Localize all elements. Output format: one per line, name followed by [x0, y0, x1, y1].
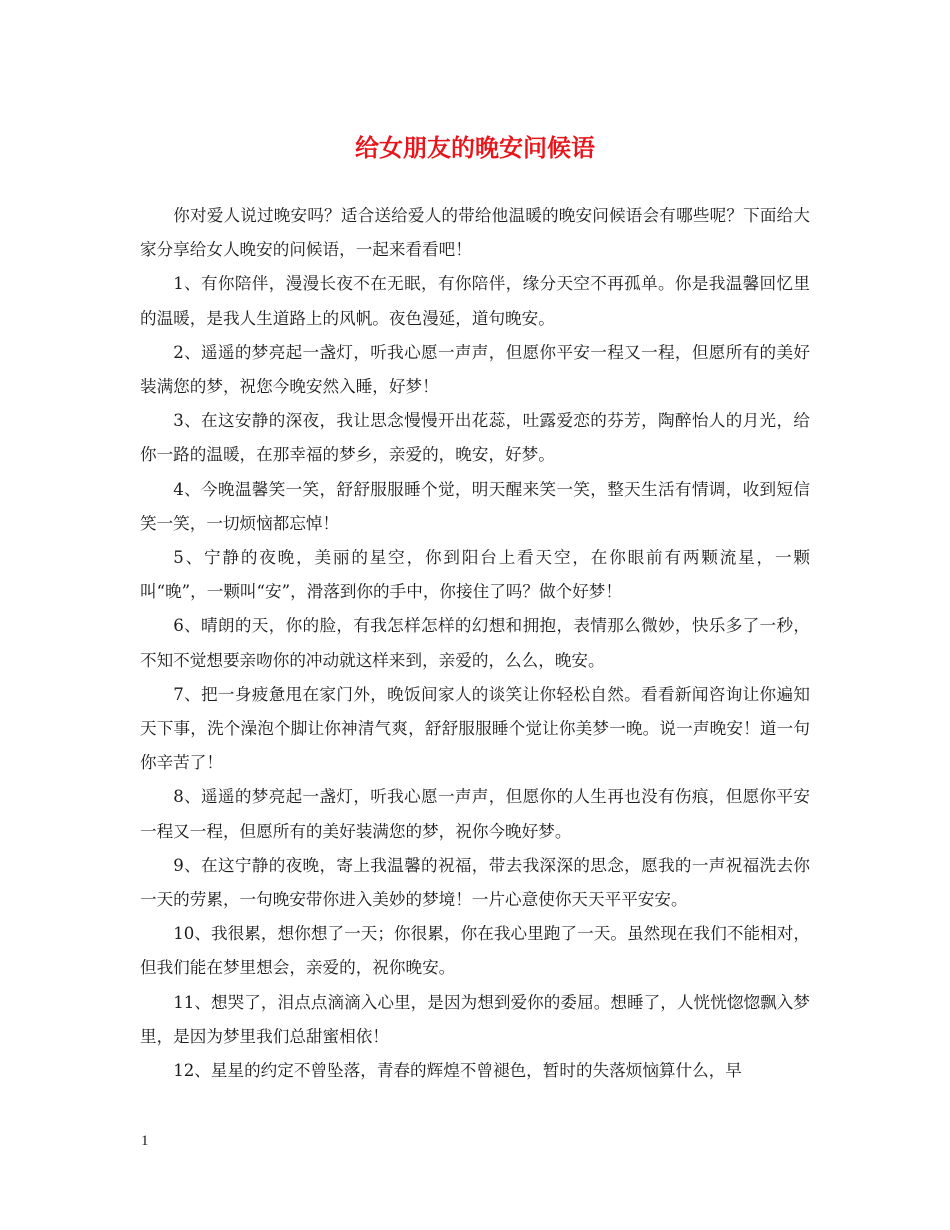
intro-paragraph: 你对爱人说过晚安吗？适合送给爱人的带给他温暖的晚安问候语会有哪些呢？下面给大家分享给女人晚安的问候语，一起来看看吧！	[140, 206, 810, 260]
greeting-item-4: 4、今晚温馨笑一笑，舒舒服服睡个觉，明天醒来笑一笑，整天生活有情调，收到短信笑一笑，一切烦恼都忘悼！	[140, 479, 810, 533]
greeting-item-1: 1、有你陪伴，漫漫长夜不在无眠，有你陪伴，缘分天空不再孤单。你是我温馨回忆里的温暖，是我人生道路上的风帆。夜色漫延，道句晚安。	[140, 274, 810, 328]
greeting-item-10: 10、我很累，想你想了一天；你很累，你在我心里跑了一天。虽然现在我们不能相对，但我们能在梦里想会，亲爱的，祝你晚安。	[140, 924, 810, 978]
greeting-item-6: 6、晴朗的天，你的脸，有我怎样怎样的幻想和拥抱，表情那么微妙，快乐多了一秒，不知不觉想要亲吻你的冲动就这样来到，亲爱的，么么，晚安。	[140, 616, 810, 670]
greeting-item-2: 2、遥遥的梦亮起一盏灯，听我心愿一声声，但愿你平安一程又一程，但愿所有的美好装满您的梦，祝您今晚安然入睡，好梦！	[140, 342, 810, 397]
document-body	[140, 199, 810, 1088]
greeting-item-12: 12、星星的约定不曾坠落，青春的辉煌不曾褪色，暂时的失落烦恼算什么，早	[173, 1061, 742, 1081]
greeting-item-11: 11、想哭了，泪点点滴滴入心里，是因为想到爱你的委屈。想睡了，人恍恍惚惚飘入梦里，是因为梦里我们总甜蜜相依！	[140, 992, 810, 1046]
greeting-item-8: 8、遥遥的梦亮起一盏灯，听我心愿一声声，但愿你的人生再也没有伤痕，但愿你平安一程又一程，但愿所有的美好装满您的梦，祝你今晚好梦。	[140, 787, 810, 841]
document-title: 给女朋友的晚安问候语	[355, 133, 595, 162]
greeting-item-3: 3、在这安静的深夜，我让思念慢慢开出花蕊，吐露爱恋的芬芳，陶醉怡人的月光，给你一路的温暖，在那幸福的梦乡，亲爱的，晚安，好梦。	[140, 411, 810, 465]
greeting-item-5: 5、宁静的夜晚，美丽的星空，你到阳台上看天空，在你眼前有两颗流星，一颗叫“晚”，一颗叫“安”，滑落到你的手中，你接住了吗？做个好梦！	[140, 548, 810, 602]
greeting-item-7: 7、把一身疲惫甩在家门外，晚饭间家人的谈笑让你轻松自然。看看新闻咨询让你遍知天下事，洗个澡泡个脚让你神清气爽，舒舒服服睡个觉让你美梦一晚。说一声晚安！道一句你辛苦了！	[140, 684, 810, 773]
greeting-item-9: 9、在这宁静的夜晚，寄上我温馨的祝福，带去我深深的思念，愿我的一声祝福洗去你一天的劳累，一句晚安带你进入美妙的梦境！一片心意使你天天平平安安。	[140, 855, 810, 910]
page-number: 1	[141, 1133, 149, 1149]
